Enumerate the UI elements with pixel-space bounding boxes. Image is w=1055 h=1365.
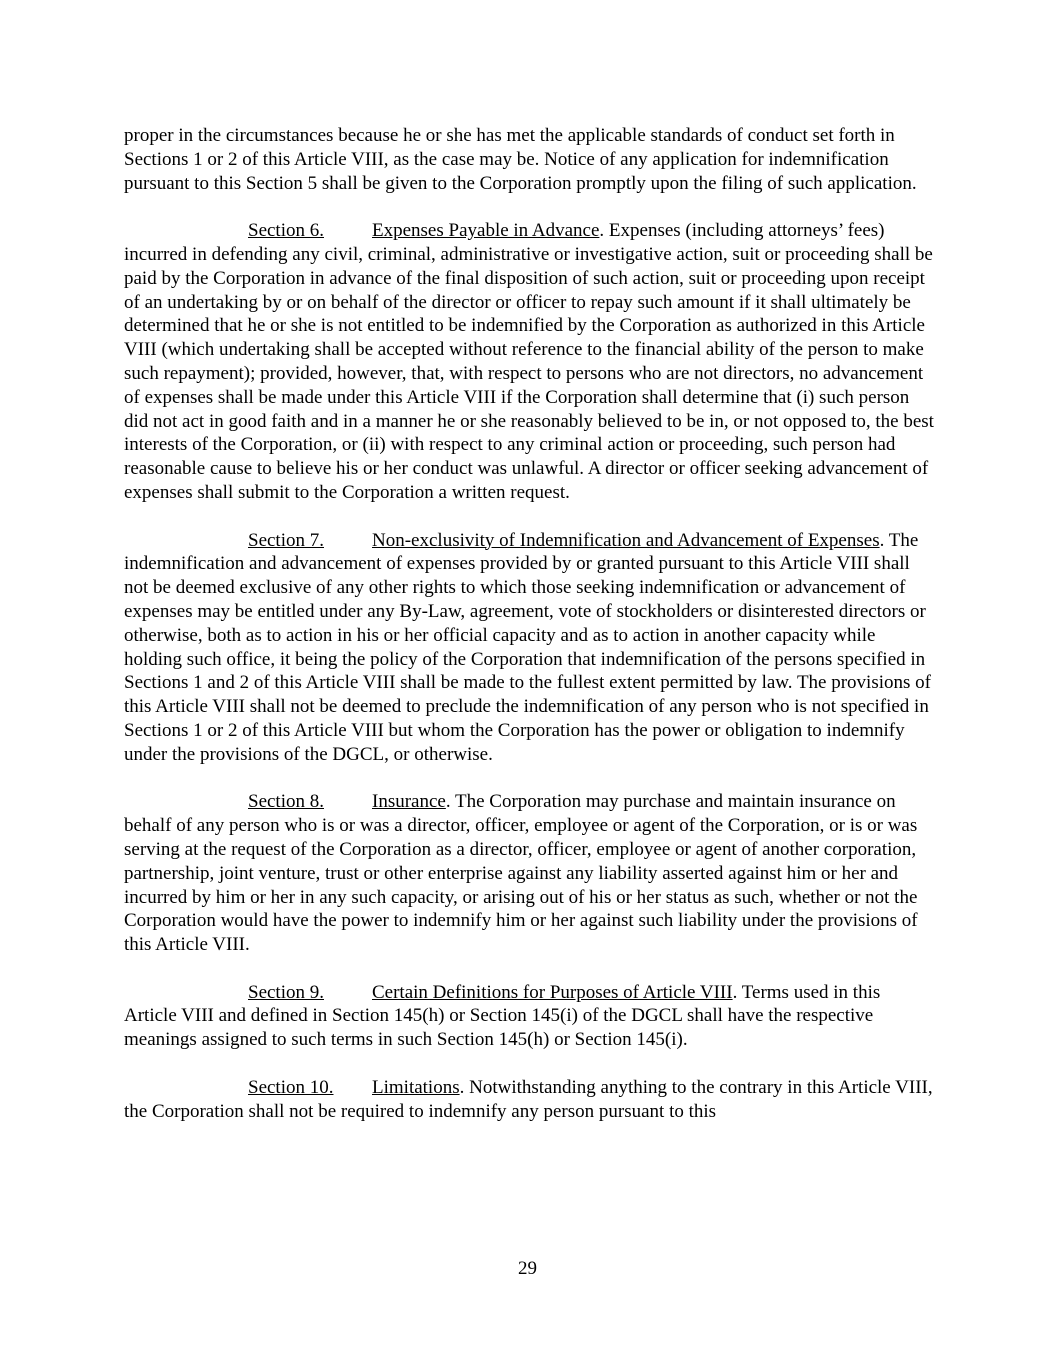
page-number: 29 [518,1258,537,1279]
section-6-number: Section 6. [248,220,324,242]
section-10-body: . Notwithstanding anything to the contrary in this Article VIII, the Corporation shall not be required to indemnify any person pursuant to this [124,1076,933,1122]
section-7-body: . The indemnification and advancement of expenses provided by or granted pursuant to this Article VIII shall not be deemed exclusive of any other rights to which those seeking indemnification or advancement of expenses may be entitled under any By-Law, agreement, vote of stockholders or disinterested directors or otherwise, both as to action in his or her official capacity and as to action in another capacity while holding such office, it being the policy of the Corporation that indemnification of the persons specified in Sections 1 and 2 of this Article VIII shall be made to the fullest extent permitted by law. The provisions of this Article VIII shall not be deemed to preclude the indemnification of any person who is not specified in Sections 1 or 2 of this Article VIII but whom the Corporation has the power or obligation to indemnify under the provisions of the DGCL, or otherwise. [124,529,931,765]
section-8-number: Section 8. [248,791,324,813]
section-7-title: Non-exclusivity of Indemnification and Advancement of Expenses [372,529,880,551]
section-8-title: Insurance [372,791,446,813]
section-9-title: Certain Definitions for Purposes of Article VIII [372,981,733,1003]
section-9-body: . Terms used in this Article VIII and defined in Section 145(h) or Section 145(i) of the DGCL shall have the respective meanings assigned to such terms in such Section 145(h) or Section 145(i). [124,981,881,1051]
section-10-title: Limitations [372,1076,460,1098]
section-10-number: Section 10. [248,1076,334,1098]
section-6-body: . Expenses (including attorneys’ fees) incurred in defending any civil, criminal, administrative or investigative action, suit or proceeding shall be paid by the Corporation in advance of the final disposition of such action, suit or proceeding upon receipt of an undertaking by or on behalf of the director or officer to repay such amount if it shall ultimately be determined that he or she is not entitled to be indemnified by the Corporation as authorized in this Article VIII (which undertaking shall be accepted without reference to the financial ability of the person to make such repayment); provided, however, that, with respect to persons who are not directors, no advancement of expenses shall be made under this Article VIII if the Corporation shall determine that (i) such person did not act in good faith and in a manner he or she reasonably believed to be in, or not opposed to, the best interests of the Corporation, or (ii) with respect to any criminal action or proceeding, such person had reasonable cause to believe his or her conduct was unlawful. A director or officer seeking advancement of expenses shall submit to the Corporation a written request. [124,220,934,503]
section-8-paragraph [124,790,934,957]
continuation-paragraph: proper in the circumstances because he or she has met the applicable standards of conduct set forth in Sections 1 or 2 of this Article VIII, as the case may be. Notice of any application for indemnification pursuant to this Section 5 shall be given to the Corporation promptly upon the filing of such application. [124,125,917,194]
section-7-number: Section 7. [248,529,324,551]
section-9-number: Section 9. [248,981,324,1003]
document-body [124,124,934,1147]
section-6-title: Expenses Payable in Advance [372,220,600,242]
section-7-paragraph [124,529,934,767]
section-9-paragraph [124,981,934,1052]
section-6-paragraph [124,219,934,505]
section-8-body: . The Corporation may purchase and maintain insurance on behalf of any person who is or was a director, officer, employee or agent of the Corporation, or is or was serving at the request of the Corporation as a director, officer, employee or agent of another corporation, partnership, joint venture, trust or other enterprise against any liability asserted against him or her and incurred by him or her in any such capacity, or arising out of his or her status as such, whether or not the Corporation would have the power to indemnify him or her against such liability under the provisions of this Article VIII. [124,791,918,956]
section-10-paragraph [124,1076,934,1124]
